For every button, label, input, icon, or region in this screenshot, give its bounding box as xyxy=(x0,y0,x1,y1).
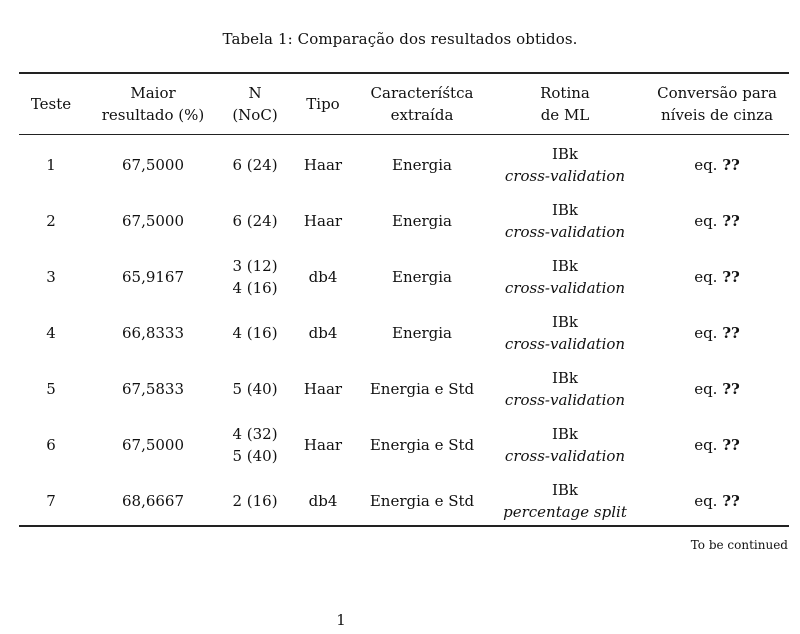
cell-rotina-name: IBk xyxy=(551,425,579,443)
cell-rotina-method: cross-validation xyxy=(504,391,626,409)
header-conversao-line-2: níveis de cinza xyxy=(660,106,774,124)
cell-caracteristica xyxy=(359,193,485,249)
header-tipo-line: Tipo xyxy=(306,95,340,113)
cell-conversao-ref: ?? xyxy=(722,436,740,454)
cell-rotina-method: cross-validation xyxy=(504,279,626,297)
cell-rotina-name: IBk xyxy=(551,257,579,275)
cell-rotina xyxy=(485,137,645,193)
cell-caracteristica xyxy=(359,305,485,361)
cell-tipo xyxy=(287,417,359,473)
cell-caracteristica-value: Energia e Std xyxy=(369,436,475,454)
cell-n-line: 6 (24) xyxy=(232,212,278,230)
cell-rotina xyxy=(485,361,645,417)
cell-caracteristica-value: Energia xyxy=(392,156,452,174)
header-caracteristica-line-1: Caracteríśtca xyxy=(370,84,474,102)
header-maior-resultado xyxy=(83,76,223,132)
cell-conversao-prefix: eq. xyxy=(694,268,718,286)
cell-conversao-ref: ?? xyxy=(722,156,740,174)
header-rotina-line-1: Rotina xyxy=(540,84,590,102)
cell-tipo-value: Haar xyxy=(303,436,343,454)
header-n-line-1: N xyxy=(248,84,262,102)
continued-note: To be continued xyxy=(690,538,788,552)
cell-conversao xyxy=(645,193,789,249)
table-row xyxy=(19,249,789,305)
cell-tipo-value: Haar xyxy=(303,156,343,174)
cell-conversao-content xyxy=(694,154,740,176)
table-header-rule xyxy=(19,134,789,135)
cell-n-line: 6 (24) xyxy=(232,156,278,174)
cell-rotina-name: IBk xyxy=(551,481,579,499)
cell-caracteristica xyxy=(359,249,485,305)
header-n-noc xyxy=(223,76,287,132)
cell-tipo-value: db4 xyxy=(308,268,338,286)
cell-conversao xyxy=(645,417,789,473)
table-row xyxy=(19,305,789,361)
cell-conversao-ref: ?? xyxy=(722,212,740,230)
cell-maior xyxy=(83,361,223,417)
cell-maior-value: 68,6667 xyxy=(121,492,185,510)
cell-teste xyxy=(19,137,83,193)
cell-maior-value: 65,9167 xyxy=(121,268,185,286)
header-caracteristica-line-2: extraída xyxy=(390,106,454,124)
cell-rotina-name: IBk xyxy=(551,369,579,387)
header-teste-line: Teste xyxy=(30,95,72,113)
cell-n-line: 5 (40) xyxy=(232,447,278,465)
cell-caracteristica-value: Energia xyxy=(392,268,452,286)
cell-tipo xyxy=(287,305,359,361)
cell-tipo xyxy=(287,249,359,305)
cell-maior xyxy=(83,193,223,249)
cell-rotina-name: IBk xyxy=(551,313,579,331)
header-conversao xyxy=(645,76,789,132)
cell-caracteristica-value: Energia e Std xyxy=(369,380,475,398)
cell-teste-value: 4 xyxy=(46,324,56,342)
cell-n xyxy=(223,249,287,305)
cell-maior xyxy=(83,305,223,361)
cell-conversao-content xyxy=(694,266,740,288)
cell-rotina-method: cross-validation xyxy=(504,447,626,465)
table-row xyxy=(19,417,789,473)
cell-conversao xyxy=(645,249,789,305)
cell-maior xyxy=(83,249,223,305)
table-row xyxy=(19,361,789,417)
cell-teste-value: 6 xyxy=(46,436,56,454)
cell-rotina-method: percentage split xyxy=(503,503,627,521)
cell-tipo-value: Haar xyxy=(303,380,343,398)
cell-n-line: 4 (32) xyxy=(232,425,278,443)
header-conversao-line-1: Conversão para xyxy=(657,84,777,102)
cell-conversao-content xyxy=(694,378,740,400)
cell-conversao xyxy=(645,473,789,529)
cell-caracteristica xyxy=(359,417,485,473)
cell-rotina-method: cross-validation xyxy=(504,167,626,185)
cell-conversao-prefix: eq. xyxy=(694,436,718,454)
cell-conversao-prefix: eq. xyxy=(694,156,718,174)
cell-caracteristica-value: Energia e Std xyxy=(369,492,475,510)
cell-caracteristica-value: Energia xyxy=(392,212,452,230)
cell-tipo xyxy=(287,361,359,417)
header-teste xyxy=(19,76,83,132)
header-n-line-2: (NoC) xyxy=(232,106,278,124)
cell-teste xyxy=(19,305,83,361)
cell-teste xyxy=(19,193,83,249)
table-caption: Tabela 1: Comparação dos resultados obtidos. xyxy=(222,30,578,48)
cell-conversao-prefix: eq. xyxy=(694,212,718,230)
cell-n-line: 2 (16) xyxy=(232,492,278,510)
cell-n-line: 5 (40) xyxy=(232,380,278,398)
cell-rotina xyxy=(485,249,645,305)
cell-conversao-ref: ?? xyxy=(722,380,740,398)
cell-n xyxy=(223,417,287,473)
table-row xyxy=(19,193,789,249)
cell-teste-value: 5 xyxy=(46,380,56,398)
cell-caracteristica-value: Energia xyxy=(392,324,452,342)
cell-n xyxy=(223,361,287,417)
table-row xyxy=(19,473,789,529)
cell-conversao-prefix: eq. xyxy=(694,380,718,398)
cell-teste xyxy=(19,249,83,305)
cell-maior-value: 67,5000 xyxy=(121,436,185,454)
cell-maior-value: 67,5000 xyxy=(121,156,185,174)
table-bottom-rule xyxy=(19,525,789,527)
cell-conversao-ref: ?? xyxy=(722,492,740,510)
cell-rotina xyxy=(485,305,645,361)
header-tipo xyxy=(287,76,359,132)
header-maior-line-1: Maior xyxy=(130,84,176,102)
header-maior-line-2: resultado (%) xyxy=(101,106,205,124)
cell-caracteristica xyxy=(359,137,485,193)
cell-teste-value: 3 xyxy=(46,268,56,286)
cell-conversao xyxy=(645,137,789,193)
cell-teste-value: 2 xyxy=(46,212,56,230)
header-caracteristica xyxy=(359,76,485,132)
cell-teste-value: 1 xyxy=(46,156,56,174)
cell-conversao-prefix: eq. xyxy=(694,492,718,510)
cell-rotina xyxy=(485,193,645,249)
cell-conversao-content xyxy=(694,210,740,232)
cell-caracteristica xyxy=(359,361,485,417)
cell-tipo-value: db4 xyxy=(308,492,338,510)
table-row xyxy=(19,137,789,193)
cell-n xyxy=(223,473,287,529)
cell-maior xyxy=(83,473,223,529)
cell-teste-value: 7 xyxy=(46,492,56,510)
cell-n xyxy=(223,137,287,193)
cell-rotina-method: cross-validation xyxy=(504,335,626,353)
cell-conversao xyxy=(645,305,789,361)
cell-maior-value: 67,5000 xyxy=(121,212,185,230)
cell-teste xyxy=(19,417,83,473)
cell-n-line: 3 (12) xyxy=(232,257,278,275)
cell-rotina-method: cross-validation xyxy=(504,223,626,241)
cell-conversao-ref: ?? xyxy=(722,324,740,342)
cell-teste xyxy=(19,361,83,417)
cell-tipo xyxy=(287,137,359,193)
cell-rotina xyxy=(485,417,645,473)
header-rotina-line-2: de ML xyxy=(540,106,590,124)
cell-maior xyxy=(83,417,223,473)
cell-n xyxy=(223,305,287,361)
cell-conversao-ref: ?? xyxy=(722,268,740,286)
page-number: 1 xyxy=(336,611,346,629)
cell-conversao-content xyxy=(694,434,740,456)
cell-rotina xyxy=(485,473,645,529)
header-rotina xyxy=(485,76,645,132)
cell-tipo xyxy=(287,473,359,529)
cell-maior-value: 67,5833 xyxy=(121,380,185,398)
cell-conversao xyxy=(645,361,789,417)
cell-tipo-value: db4 xyxy=(308,324,338,342)
cell-n xyxy=(223,193,287,249)
cell-rotina-name: IBk xyxy=(551,201,579,219)
cell-caracteristica xyxy=(359,473,485,529)
cell-n-line: 4 (16) xyxy=(232,324,278,342)
cell-teste xyxy=(19,473,83,529)
cell-conversao-content xyxy=(694,490,740,512)
cell-tipo xyxy=(287,193,359,249)
cell-conversao-content xyxy=(694,322,740,344)
table-top-rule xyxy=(19,72,789,74)
cell-maior xyxy=(83,137,223,193)
cell-maior-value: 66,8333 xyxy=(121,324,185,342)
cell-tipo-value: Haar xyxy=(303,212,343,230)
cell-rotina-name: IBk xyxy=(551,145,579,163)
cell-n-line: 4 (16) xyxy=(232,279,278,297)
cell-conversao-prefix: eq. xyxy=(694,324,718,342)
